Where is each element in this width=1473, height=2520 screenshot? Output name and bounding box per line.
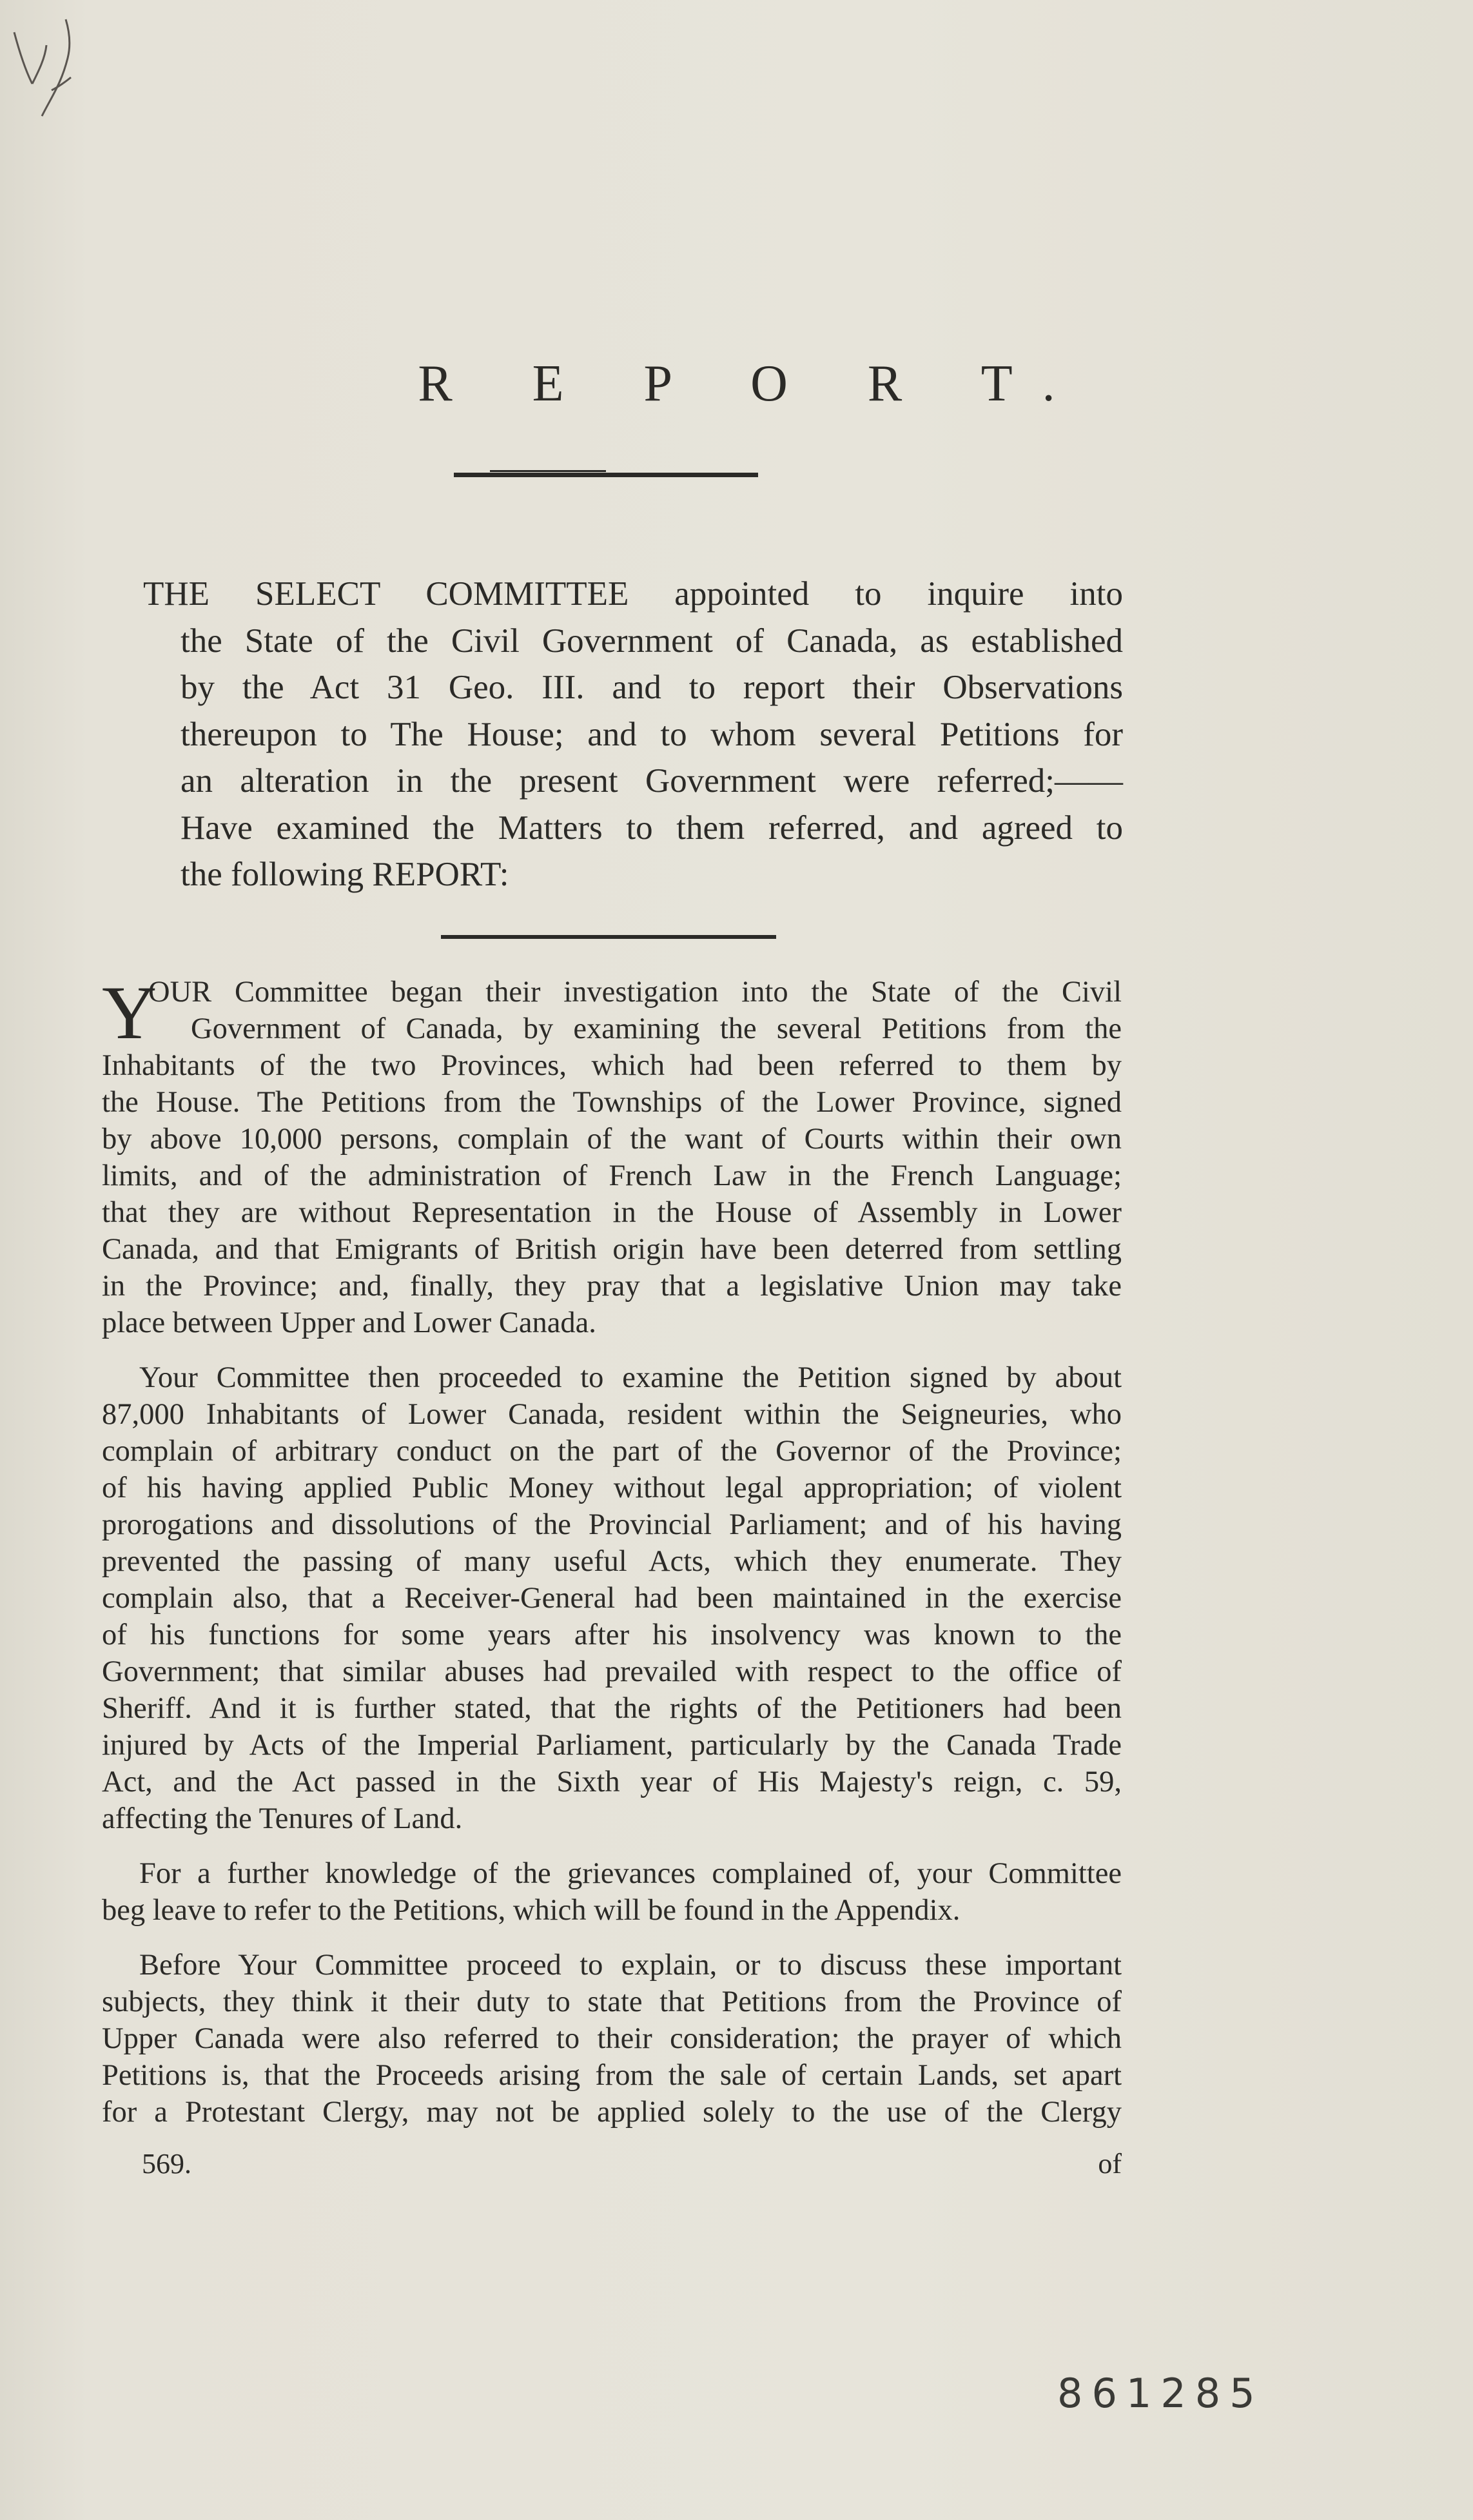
preamble-line: thereupon to The House; and to whom several Petitions for (180, 715, 1123, 753)
body-line: Act, and the Act passed in the Sixth year of His Majesty's reign, c. 59, (102, 1766, 1122, 1798)
body-line: Canada, and that Emigrants of British origin have been deterred from settling (102, 1233, 1122, 1266)
preamble-line: THE SELECT COMMITTEE appointed to inquire into (143, 575, 1123, 613)
body-line: Government; that similar abuses had prevailed with respect to the office of (102, 1655, 1122, 1688)
paragraph-3 (102, 1855, 1122, 1929)
body-line: limits, and of the administration of French Law in the French Language; (102, 1159, 1122, 1192)
sheet-number: 569. (142, 2148, 191, 2180)
body-line: complain also, that a Receiver-General had been maintained in the exercise (102, 1582, 1122, 1615)
title-rule (454, 473, 758, 477)
body-line: prorogations and dissolutions of the Provincial Parliament; and of his having (102, 1508, 1122, 1541)
body-line: Inhabitants of the two Provinces, which had been referred to them by (102, 1049, 1122, 1082)
preamble-line: the following REPORT: (180, 856, 509, 893)
handwritten-margin-mark (6, 6, 97, 135)
body-line: subjects, they think it their duty to state that Petitions from the Province of (102, 1985, 1122, 2018)
body-line: Sheriff. And it is further stated, that the rights of the Petitioners had been (102, 1692, 1122, 1725)
preamble-line: an alteration in the present Government were referred;—— (180, 762, 1123, 800)
body-line: 87,000 Inhabitants of Lower Canada, resident within the Seigneuries, who (102, 1398, 1122, 1431)
paragraph-1 (102, 970, 1122, 1341)
paragraph-4 (102, 1947, 1122, 2131)
section-rule (441, 935, 776, 939)
body-line: of his having applied Public Money without legal appropriation; of violent (102, 1472, 1122, 1504)
body-line: for a Protestant Clergy, may not be applied solely to the use of the Clergy (102, 2096, 1122, 2129)
body-line: of his functions for some years after his insolvency was known to the (102, 1619, 1122, 1651)
preamble-line: by the Act 31 Geo. III. and to report their Observations (180, 669, 1123, 706)
committee-preamble (143, 571, 1123, 898)
body-line: Your Committee then proceeded to examine the Petition signed by about (139, 1361, 1122, 1394)
body-line: complain of arbitrary conduct on the part of the Governor of the Province; (102, 1435, 1122, 1468)
body-line: that they are without Representation in the House of Assembly in Lower (102, 1196, 1122, 1229)
body-line: by above 10,000 persons, complain of the want of Courts within their own (102, 1123, 1122, 1156)
title-rule-accent (490, 470, 606, 472)
preamble-line: the State of the Civil Government of Canada, as established (180, 622, 1123, 660)
page-footer (102, 2147, 1122, 2186)
body-line: injured by Acts of the Imperial Parliament, particularly by the Canada Trade (102, 1729, 1122, 1762)
body-line: Petitions is, that the Proceeds arising from the sale of certain Lands, set apart (102, 2059, 1122, 2092)
body-line: place between Upper and Lower Canada. (102, 1306, 596, 1339)
catchword: of (1098, 2148, 1122, 2180)
preamble-line: Have examined the Matters to them referred, and agreed to (180, 809, 1123, 847)
body-line: beg leave to refer to the Petitions, which will be found in the Appendix. (102, 1894, 961, 1927)
body-line: For a further knowledge of the grievances complained of, your Committee (139, 1857, 1122, 1890)
body-line: Upper Canada were also referred to their consideration; the prayer of which (102, 2022, 1122, 2055)
body-line: Government of Canada, by examining the several Petitions from the (191, 1012, 1122, 1045)
body-line: Before Your Committee proceed to explain, or to discuss these important (139, 1949, 1122, 1982)
body-line: affecting the Tenures of Land. (102, 1802, 463, 1835)
report-title: R E P O R T. (418, 355, 1089, 412)
body-line: in the Province; and, finally, they pray that a legislative Union may take (102, 1270, 1122, 1303)
body-line: prevented the passing of many useful Acts, which they enumerate. They (102, 1545, 1122, 1578)
drop-capital: Y (102, 970, 157, 1055)
report-body (102, 970, 1122, 2131)
paragraph-2 (102, 1359, 1122, 1837)
body-line: the House. The Petitions from the Townships of the Lower Province, signed (102, 1086, 1122, 1119)
archive-stamp-number: 861285 (1057, 2370, 1264, 2417)
body-line: OUR Committee began their investigation into the State of the Civil (148, 976, 1122, 1009)
